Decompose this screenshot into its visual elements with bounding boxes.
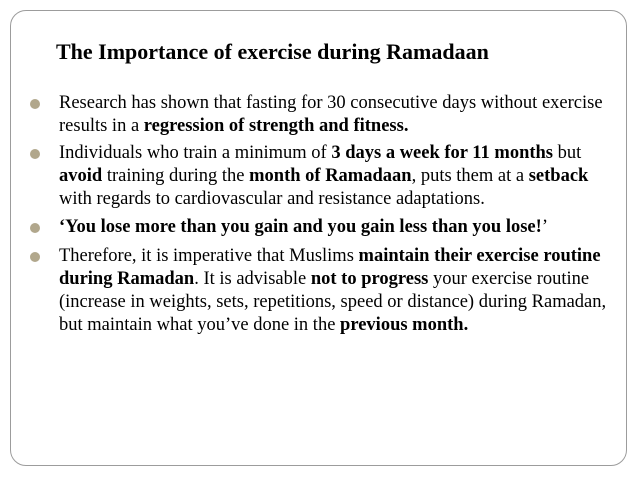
- bullet-text: [59, 143, 588, 209]
- bold-text-segment: 3 days a week for 11 months: [331, 143, 554, 163]
- bullet-list: [27, 92, 612, 341]
- text-segment: Individuals who train a minimum of: [59, 143, 332, 163]
- bold-text-segment: not to progress: [310, 269, 429, 289]
- list-item: [27, 245, 612, 337]
- text-segment: , puts them at a: [411, 166, 529, 186]
- slide-title: The Importance of exercise during Ramadaan: [56, 39, 489, 64]
- bullet-dot-icon: [30, 149, 40, 159]
- text-segment: Research has shown that fasting for 30 consecutive days without exercise results in a: [59, 93, 603, 136]
- bullet-text: [59, 217, 548, 237]
- bold-text-segment: ‘You lose more than you gain and you gain less than you lose!: [59, 217, 542, 237]
- bold-text-segment: regression of strength and fitness.: [143, 116, 409, 136]
- bold-text-segment: previous month.: [340, 315, 469, 335]
- text-segment: your exercise routine (increase in weights, sets, repetitions, speed or distance) during Ramadan, but maintain what you’ve done in the: [59, 269, 607, 335]
- text-segment: ’: [541, 217, 548, 237]
- text-segment: Therefore, it is imperative that Muslims: [59, 246, 359, 266]
- text-segment: but: [553, 143, 582, 163]
- bullet-dot-icon: [30, 223, 40, 233]
- text-segment: with regards to cardiovascular and resistance adaptations.: [59, 189, 485, 209]
- bullet-dot-icon: [30, 99, 40, 109]
- list-item: [27, 216, 612, 239]
- text-segment: training during the: [102, 166, 250, 186]
- bold-text-segment: month of Ramadaan: [249, 166, 412, 186]
- bold-text-segment: setback: [528, 166, 589, 186]
- list-item: [27, 142, 612, 211]
- bullet-text: [59, 93, 603, 136]
- bullet-text: [59, 246, 606, 335]
- list-item: [27, 92, 612, 138]
- bullet-dot-icon: [30, 252, 40, 262]
- bold-text-segment: avoid: [59, 166, 103, 186]
- text-segment: . It is advisable: [194, 269, 311, 289]
- bold-text-segment: maintain their exercise routine during Ramadan: [59, 246, 601, 289]
